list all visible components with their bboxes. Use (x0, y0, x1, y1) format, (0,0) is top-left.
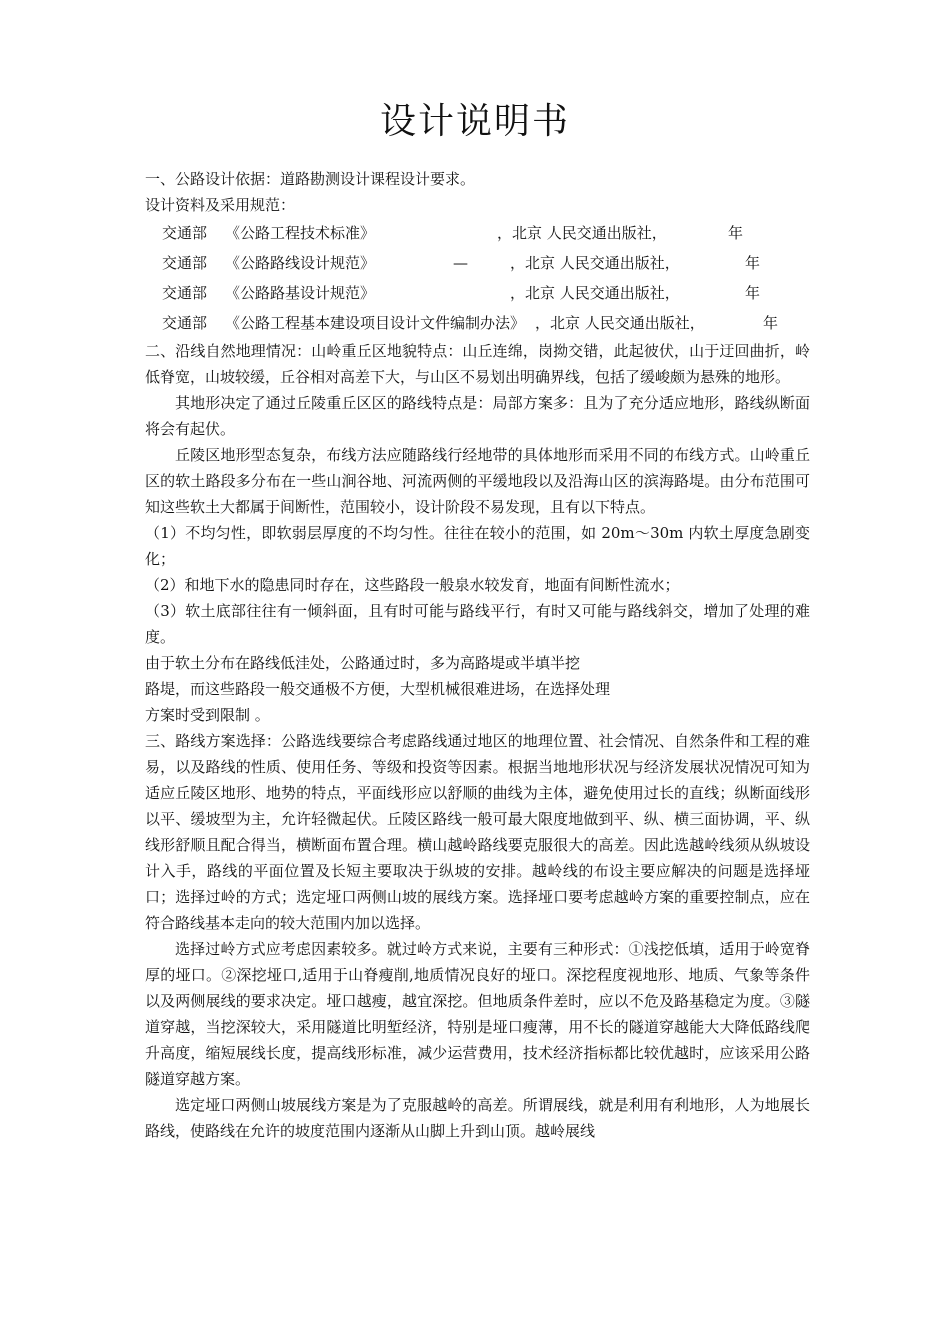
list-item-3: （3）软土底部往往有一倾斜面，且有时可能与路线平行，有时又可能与路线斜交，增加了处理的难度。 (145, 602, 810, 646)
document-title: 设计说明书 (379, 101, 570, 142)
reference-publisher: ，北京 人民交通出版社， (510, 254, 680, 272)
document-body (145, 166, 810, 1144)
reference-name: 《公路工程技术标准》 (225, 224, 376, 242)
reference-dash: — (453, 254, 468, 272)
reference-year: 年 (763, 314, 779, 332)
references-heading: 设计资料及采用规范： (145, 196, 296, 214)
reference-item (145, 248, 810, 278)
reference-year: 年 (728, 224, 744, 242)
reference-name: 《公路工程基本建设项目设计文件编制办法》 (225, 314, 526, 332)
paragraph-soft-soil: 丘陵区地形型态复杂，布线方法应随路线行经地带的具体地形而采用不同的布线方式。山岭重丘区的软土路段多分布在一些山涧谷地、河流两侧的平缓地段以及沿海山区的滨海路堤。由分布范围可知这些软土大都属于间断性，范围较小，设计阶段不易发现，且有以下特点。 (145, 446, 810, 516)
reference-publisher: ，北京 人民交通出版社， (497, 224, 667, 242)
reference-org: 交通部 (162, 254, 208, 272)
paragraph-crossing-methods: 选择过岭方式应考虑因素较多。就过岭方式来说，主要有三种形式：①浅挖低填，适用于岭宽脊厚的垭口。②深挖垭口,适用于山脊瘦削,地质情况良好的垭口。深挖程度视地形、地质、气象等条件以及两侧展线的要求决定。垭口越瘦，越宜深挖。但地质条件差时，应以不危及路基稳定为度。③隧道穿越，当挖深较大，采用隧道比明堑经济，特别是垭口瘦薄，用不长的隧道穿越能大大降低路线爬升高度，缩短展线长度，提高线形标准，减少运营费用，技术经济指标都比较优越时，应该采用公路隧道穿越方案。 (145, 940, 810, 1088)
reference-org: 交通部 (162, 284, 208, 302)
reference-publisher: ，北京 人民交通出版社， (510, 284, 680, 302)
reference-year: 年 (745, 254, 761, 272)
list-item-2: （2）和地下水的隐患同时存在，这些路段一般泉水较发育，地面有间断性流水； (145, 576, 680, 594)
reference-org: 交通部 (162, 314, 208, 332)
paragraph-soft-soil-line-1: 由于软土分布在路线低洼处，公路通过时，多为高路堤或半填半挖 (145, 654, 581, 672)
paragraph-soft-soil-line-2: 路堤，而这些路段一般交通极不方便，大型机械很难进场，在选择处理 (145, 680, 611, 698)
paragraph-route-selection: 三、路线方案选择：公路选线要综合考虑路线通过地区的地理位置、社会情况、自然条件和工程的难易，以及路线的性质、使用任务、等级和投资等因素。根据当地地形状况与经济发展状况情况可知为适应丘陵区地形、地势的特点，平面线形应以舒顺的曲线为主体，避免使用过长的直线；纵断面线形以平、缓坡型为主，允许轻微起伏。丘陵区路线一般可最大限度地做到平、纵、横三面协调，平、纵线形舒顺且配合得当，横断面布置合理。横山越岭路线要克服很大的高差。因此选越岭线须从纵坡设计入手，路线的平面位置及长短主要取决于纵坡的安排。越岭线的布设主要应解决的问题是选择垭口；选择过岭的方式；选定垭口两侧山坡的展线方案。选择垭口要考虑越岭方案的重要控制点，应在符合路线基本走向的较大范围内加以选择。 (145, 732, 810, 932)
reference-item (145, 218, 810, 248)
paragraph-route-features: 其地形决定了通过丘陵重丘区区的路线特点是：局部方案多：且为了充分适应地形，路线纵断面将会有起伏。 (145, 394, 810, 438)
reference-org: 交通部 (162, 224, 208, 242)
reference-item (145, 278, 810, 308)
reference-publisher: ，北京 人民交通出版社， (535, 314, 705, 332)
reference-name: 《公路路线设计规范》 (225, 254, 376, 272)
paragraph-development-line: 选定垭口两侧山坡展线方案是为了克服越岭的高差。所谓展线，就是利用有利地形，人为地展长路线，使路线在允许的坡度范围内逐渐从山脚上升到山顶。越岭展线 (145, 1096, 810, 1140)
reference-item (145, 308, 810, 338)
reference-name: 《公路路基设计规范》 (225, 284, 376, 302)
list-item-1: （1）不均匀性，即软弱层厚度的不均匀性。往往在较小的范围，如 20m～30m 内软土厚度急剧变化； (145, 524, 810, 568)
design-basis: 一、公路设计依据：道路勘测设计课程设计要求。 (145, 170, 476, 188)
reference-year: 年 (745, 284, 761, 302)
paragraph-terrain: 二、沿线自然地理情况：山岭重丘区地貌特点：山丘连绵，岗拗交错，此起彼伏，山于迂回曲折，岭低脊宽，山坡较缓，丘谷相对高差下大，与山区不易划出明确界线，包括了缓峻颇为悬殊的地形。 (145, 342, 810, 386)
paragraph-soft-soil-line-3: 方案时受到限制 。 (145, 706, 270, 724)
